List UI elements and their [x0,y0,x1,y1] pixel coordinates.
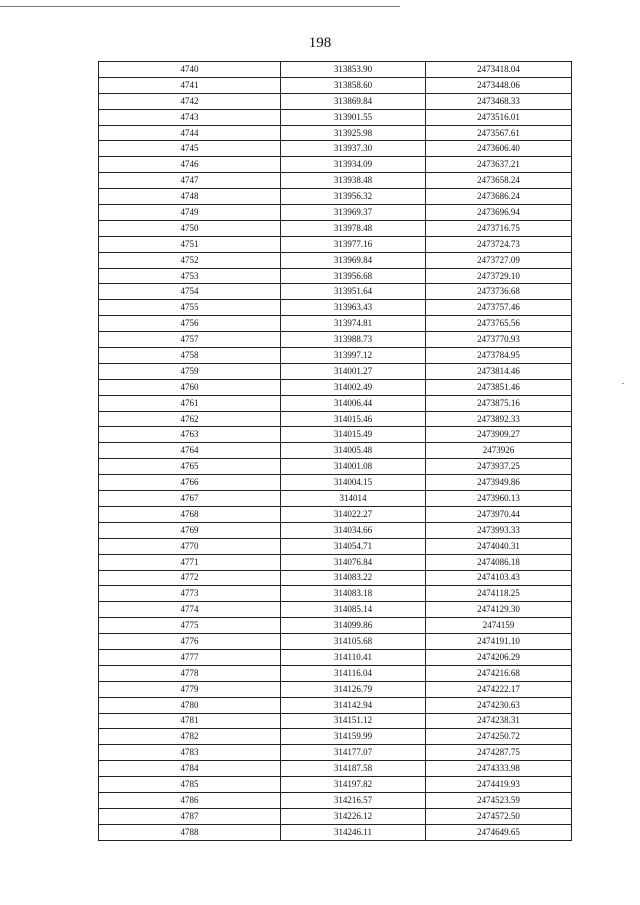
y-coordinate-cell: 2474191.10 [426,634,572,650]
x-coordinate-cell: 313925.98 [281,125,426,141]
point-number-cell: 4780 [99,697,281,713]
y-coordinate-cell: 2473606.40 [426,141,572,157]
point-number-cell: 4759 [99,363,281,379]
table-row [99,824,572,840]
table-row [99,395,572,411]
point-number-cell: 4781 [99,713,281,729]
x-coordinate-cell: 313853.90 [281,62,426,78]
table-row [99,125,572,141]
y-coordinate-cell: 2473658.24 [426,173,572,189]
x-coordinate-cell: 314054.71 [281,538,426,554]
point-number-cell: 4773 [99,586,281,602]
table-row [99,522,572,538]
point-number-cell: 4758 [99,348,281,364]
page-number: 198 [308,35,332,51]
point-number-cell: 4756 [99,316,281,332]
y-coordinate-cell: 2474649.65 [426,824,572,840]
table-row [99,792,572,808]
table-row [99,570,572,586]
y-coordinate-cell: 2474129.30 [426,602,572,618]
point-number-cell: 4782 [99,729,281,745]
point-number-cell: 4745 [99,141,281,157]
y-coordinate-cell: 2474118.25 [426,586,572,602]
x-coordinate-cell: 314226.12 [281,808,426,824]
y-coordinate-cell: 2473814.46 [426,363,572,379]
table-row [99,713,572,729]
point-number-cell: 4774 [99,602,281,618]
point-number-cell: 4783 [99,745,281,761]
point-number-cell: 4743 [99,109,281,125]
y-coordinate-cell: 2473567.61 [426,125,572,141]
y-coordinate-cell: 2473875.16 [426,395,572,411]
y-coordinate-cell: 2473770.93 [426,332,572,348]
point-number-cell: 4766 [99,475,281,491]
point-number-cell: 4754 [99,284,281,300]
x-coordinate-cell: 314126.79 [281,681,426,697]
y-coordinate-cell: 2474159 [426,618,572,634]
x-coordinate-cell: 314159.99 [281,729,426,745]
table-row [99,141,572,157]
y-coordinate-cell: 2474222.17 [426,681,572,697]
table-row [99,427,572,443]
x-coordinate-cell: 314099.86 [281,618,426,634]
x-coordinate-cell: 314004.15 [281,475,426,491]
x-coordinate-cell: 314085.14 [281,602,426,618]
point-number-cell: 4744 [99,125,281,141]
x-coordinate-cell: 314076.84 [281,554,426,570]
x-coordinate-cell: 314187.58 [281,761,426,777]
point-number-cell: 4777 [99,649,281,665]
table-row [99,268,572,284]
margin-mark [622,383,624,384]
table-row [99,649,572,665]
point-number-cell: 4757 [99,332,281,348]
top-rule [0,6,400,7]
x-coordinate-cell: 314034.66 [281,522,426,538]
table-row [99,157,572,173]
point-number-cell: 4751 [99,236,281,252]
x-coordinate-cell: 313969.37 [281,205,426,221]
table-row [99,220,572,236]
point-number-cell: 4786 [99,792,281,808]
table-row [99,284,572,300]
x-coordinate-cell: 314083.18 [281,586,426,602]
y-coordinate-cell: 2473716.75 [426,220,572,236]
table-row [99,681,572,697]
x-coordinate-cell: 313869.84 [281,93,426,109]
table-row [99,745,572,761]
point-number-cell: 4750 [99,220,281,236]
x-coordinate-cell: 314015.46 [281,411,426,427]
y-coordinate-cell: 2473727.09 [426,252,572,268]
x-coordinate-cell: 313956.68 [281,268,426,284]
table-row [99,602,572,618]
point-number-cell: 4752 [99,252,281,268]
table-row [99,62,572,78]
y-coordinate-cell: 2473970.44 [426,506,572,522]
y-coordinate-cell: 2474103.43 [426,570,572,586]
point-number-cell: 4767 [99,491,281,507]
table-row [99,618,572,634]
point-number-cell: 4769 [99,522,281,538]
y-coordinate-cell: 2473909.27 [426,427,572,443]
x-coordinate-cell: 314001.08 [281,459,426,475]
coordinates-table-body [99,62,572,841]
y-coordinate-cell: 2474238.31 [426,713,572,729]
point-number-cell: 4778 [99,665,281,681]
point-number-cell: 4741 [99,77,281,93]
table-row [99,379,572,395]
table-row [99,77,572,93]
table-row [99,729,572,745]
x-coordinate-cell: 313977.16 [281,236,426,252]
x-coordinate-cell: 313858.60 [281,77,426,93]
y-coordinate-cell: 2474287.75 [426,745,572,761]
x-coordinate-cell: 314197.82 [281,777,426,793]
table-row [99,554,572,570]
point-number-cell: 4755 [99,300,281,316]
point-number-cell: 4760 [99,379,281,395]
x-coordinate-cell: 313938.48 [281,173,426,189]
y-coordinate-cell: 2473696.94 [426,205,572,221]
x-coordinate-cell: 313934.09 [281,157,426,173]
y-coordinate-cell: 2473757.46 [426,300,572,316]
y-coordinate-cell: 2473516.01 [426,109,572,125]
point-number-cell: 4779 [99,681,281,697]
table-row [99,93,572,109]
table-row [99,459,572,475]
x-coordinate-cell: 314083.22 [281,570,426,586]
y-coordinate-cell: 2474572.50 [426,808,572,824]
y-coordinate-cell: 2473851.46 [426,379,572,395]
table-row [99,316,572,332]
table-row [99,777,572,793]
y-coordinate-cell: 2473784.95 [426,348,572,364]
x-coordinate-cell: 313988.73 [281,332,426,348]
point-number-cell: 4784 [99,761,281,777]
x-coordinate-cell: 313978.48 [281,220,426,236]
x-coordinate-cell: 313956.32 [281,189,426,205]
x-coordinate-cell: 314216.57 [281,792,426,808]
y-coordinate-cell: 2473993.33 [426,522,572,538]
y-coordinate-cell: 2473448.06 [426,77,572,93]
table-row [99,236,572,252]
coordinates-table [98,61,572,841]
y-coordinate-cell: 2474333.98 [426,761,572,777]
point-number-cell: 4776 [99,634,281,650]
y-coordinate-cell: 2473686.24 [426,189,572,205]
x-coordinate-cell: 314151.12 [281,713,426,729]
y-coordinate-cell: 2473637.21 [426,157,572,173]
table-row [99,411,572,427]
point-number-cell: 4775 [99,618,281,634]
point-number-cell: 4763 [99,427,281,443]
table-row [99,491,572,507]
point-number-cell: 4740 [99,62,281,78]
x-coordinate-cell: 313963.43 [281,300,426,316]
point-number-cell: 4770 [99,538,281,554]
point-number-cell: 4742 [99,93,281,109]
point-number-cell: 4772 [99,570,281,586]
table-row [99,348,572,364]
point-number-cell: 4768 [99,506,281,522]
point-number-cell: 4788 [99,824,281,840]
x-coordinate-cell: 314177.07 [281,745,426,761]
x-coordinate-cell: 313937.30 [281,141,426,157]
point-number-cell: 4765 [99,459,281,475]
y-coordinate-cell: 2473468.33 [426,93,572,109]
table-row [99,761,572,777]
x-coordinate-cell: 314014 [281,491,426,507]
y-coordinate-cell: 2473926 [426,443,572,459]
y-coordinate-cell: 2474250.72 [426,729,572,745]
table-row [99,634,572,650]
x-coordinate-cell: 313974.81 [281,316,426,332]
x-coordinate-cell: 313997.12 [281,348,426,364]
table-row [99,173,572,189]
y-coordinate-cell: 2474040.31 [426,538,572,554]
table-row [99,300,572,316]
x-coordinate-cell: 314002.49 [281,379,426,395]
table-row [99,109,572,125]
y-coordinate-cell: 2474206.29 [426,649,572,665]
y-coordinate-cell: 2473937.25 [426,459,572,475]
y-coordinate-cell: 2474086.18 [426,554,572,570]
point-number-cell: 4748 [99,189,281,205]
x-coordinate-cell: 313951.64 [281,284,426,300]
y-coordinate-cell: 2474216.68 [426,665,572,681]
table-row [99,205,572,221]
x-coordinate-cell: 314015.49 [281,427,426,443]
point-number-cell: 4746 [99,157,281,173]
point-number-cell: 4764 [99,443,281,459]
x-coordinate-cell: 314006.44 [281,395,426,411]
y-coordinate-cell: 2473724.73 [426,236,572,252]
x-coordinate-cell: 314001.27 [281,363,426,379]
x-coordinate-cell: 314005.48 [281,443,426,459]
point-number-cell: 4785 [99,777,281,793]
point-number-cell: 4747 [99,173,281,189]
table-row [99,363,572,379]
table-row [99,665,572,681]
x-coordinate-cell: 314110.41 [281,649,426,665]
y-coordinate-cell: 2474523.59 [426,792,572,808]
table-row [99,506,572,522]
y-coordinate-cell: 2473729.10 [426,268,572,284]
table-row [99,332,572,348]
y-coordinate-cell: 2473960.13 [426,491,572,507]
table-row [99,586,572,602]
point-number-cell: 4787 [99,808,281,824]
x-coordinate-cell: 314116.04 [281,665,426,681]
y-coordinate-cell: 2473736.68 [426,284,572,300]
x-coordinate-cell: 314142.94 [281,697,426,713]
x-coordinate-cell: 313969.84 [281,252,426,268]
x-coordinate-cell: 313901.55 [281,109,426,125]
table-row [99,252,572,268]
point-number-cell: 4761 [99,395,281,411]
point-number-cell: 4762 [99,411,281,427]
y-coordinate-cell: 2473765.56 [426,316,572,332]
table-row [99,808,572,824]
table-row [99,475,572,491]
y-coordinate-cell: 2473949.86 [426,475,572,491]
table-row [99,697,572,713]
x-coordinate-cell: 314105.68 [281,634,426,650]
point-number-cell: 4749 [99,205,281,221]
x-coordinate-cell: 314246.11 [281,824,426,840]
table-row [99,443,572,459]
y-coordinate-cell: 2473418.04 [426,62,572,78]
table-row [99,538,572,554]
y-coordinate-cell: 2474419.93 [426,777,572,793]
y-coordinate-cell: 2474230.63 [426,697,572,713]
table-row [99,189,572,205]
x-coordinate-cell: 314022.27 [281,506,426,522]
point-number-cell: 4771 [99,554,281,570]
point-number-cell: 4753 [99,268,281,284]
y-coordinate-cell: 2473892.33 [426,411,572,427]
